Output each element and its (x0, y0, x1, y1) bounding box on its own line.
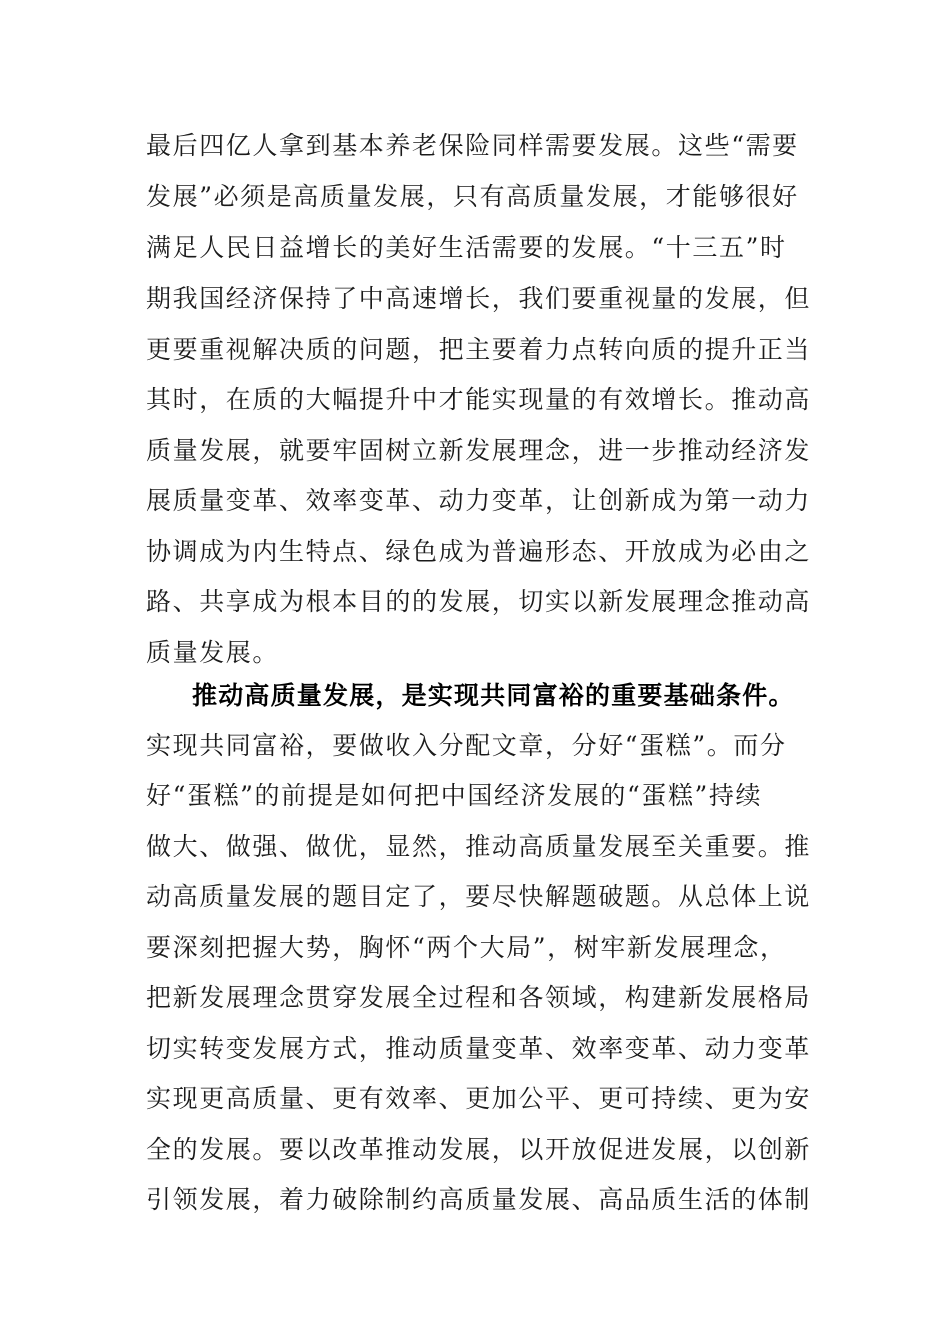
text-line: 满足人民日益增长的美好生活需要的发展。“十三五”时 (146, 233, 787, 262)
text-line: 实现共同富裕，要做收入分配文章，分好“蛋糕”。而分 (146, 731, 787, 760)
text-line: 要深刻把握大势，胸怀“两个大局”，树牢新发展理念， (146, 933, 787, 962)
text-line: 把新发展理念贯穿发展全过程和各领域，构建新发展格局 (146, 983, 812, 1012)
text-line: 更要重视解决质的问题，把主要着力点转向质的提升正当 (146, 335, 812, 364)
text-line: 全的发展。要以改革推动发展，以开放促进发展，以创新 (146, 1135, 812, 1164)
text-line: 质量发展。 (146, 638, 280, 667)
text-line: 最后四亿人拿到基本养老保险同样需要发展。这些“需要 (146, 131, 799, 160)
text-line: 协调成为内生特点、绿色成为普遍形态、开放成为必由之 (146, 537, 812, 566)
text-line: 质量发展，就要牢固树立新发展理念，进一步推动经济发 (146, 436, 812, 465)
section-heading: 推动高质量发展，是实现共同富裕的重要基础条件。 (192, 681, 795, 710)
text-line: 展质量变革、效率变革、动力变革，让创新成为第一动力 (146, 486, 812, 515)
text-line: 实现更高质量、更有效率、更加公平、更可持续、更为安 (146, 1084, 812, 1113)
text-line: 切实转变发展方式，推动质量变革、效率变革、动力变革 (146, 1034, 812, 1063)
text-line: 其时，在质的大幅提升中才能实现量的有效增长。推动高 (146, 385, 812, 414)
text-line: 路、共享成为根本目的的发展，切实以新发展理念推动高 (146, 587, 812, 616)
text-line: 发展”必须是高质量发展，只有高质量发展，才能够很好 (146, 182, 799, 211)
text-line: 做大、做强、做优，显然，推动高质量发展至关重要。推 (146, 832, 812, 861)
text-line: 动高质量发展的题目定了，要尽快解题破题。从总体上说 (146, 882, 812, 911)
text-line: 引领发展，着力破除制约高质量发展、高品质生活的体制 (146, 1185, 812, 1214)
text-line: 好“蛋糕”的前提是如何把中国经济发展的“蛋糕”持续 (146, 781, 763, 810)
text-line: 期我国经济保持了中高速增长，我们要重视量的发展，但 (146, 284, 812, 313)
